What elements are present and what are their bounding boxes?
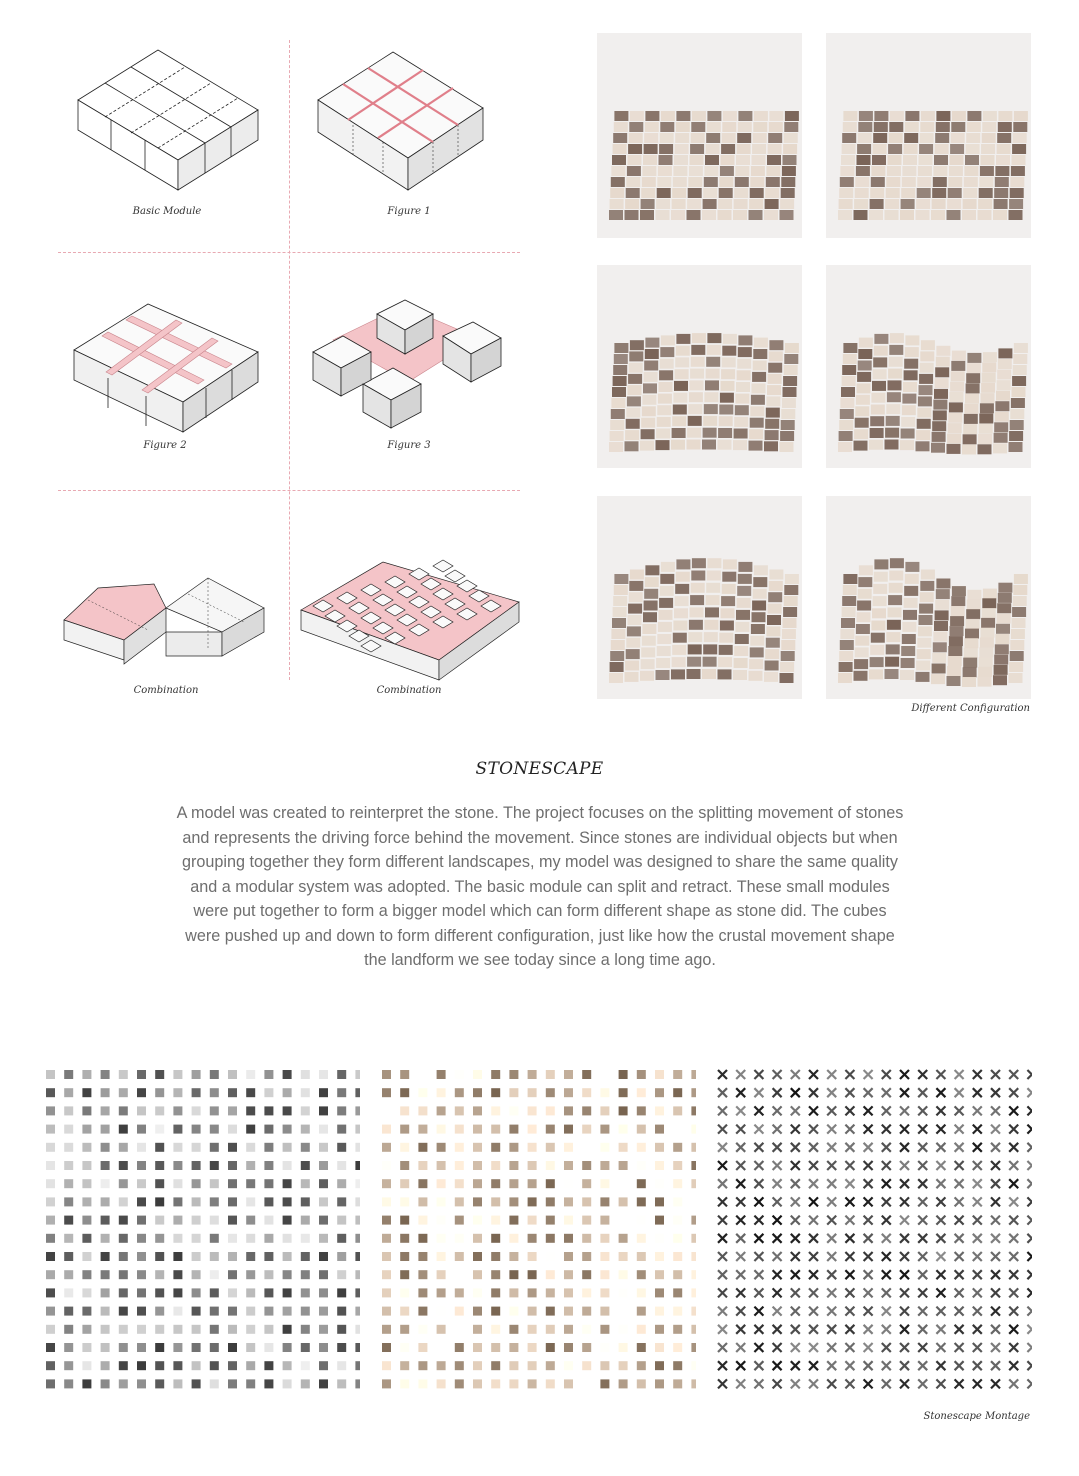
photo-configuration-2 bbox=[826, 33, 1031, 238]
montage-caption: Stonescape Montage bbox=[923, 1411, 1030, 1422]
caption-combination-2: Combination bbox=[376, 685, 442, 696]
photo-caption: Different Configuration bbox=[911, 703, 1030, 714]
caption-combination-1: Combination bbox=[133, 685, 199, 696]
photo-configuration-3 bbox=[597, 265, 802, 468]
diagram-combination-2 bbox=[293, 540, 524, 690]
montage-cross-pattern bbox=[716, 1068, 1032, 1398]
caption-figure-2: Figure 2 bbox=[143, 440, 187, 451]
diagram-figure-2 bbox=[58, 292, 289, 442]
photo-configuration-5 bbox=[597, 496, 802, 699]
caption-figure-3: Figure 3 bbox=[387, 440, 431, 451]
montage-greyscale bbox=[44, 1068, 360, 1398]
divider-horizontal-2 bbox=[58, 490, 520, 491]
project-description: A model was created to reinterpret the stone. The project focuses on the splitting movement of stones and represents the driving force behind the movement. Since stones are individual objects but when grouping together they form different landscapes, my model was designed to share the same quality and a modular system was adopted. The basic module can split and retract. These small modules were put together to form a bigger model which can form different shape as stone did. The cubes were pushed up and down to form different configuration, just like how the crustal movement shape the landform we see today since a long time ago. bbox=[176, 804, 904, 969]
diagram-panel bbox=[58, 30, 520, 710]
caption-figure-1: Figure 1 bbox=[387, 206, 431, 217]
photo-configuration-1 bbox=[597, 33, 802, 238]
project-title: STONESCAPE bbox=[475, 759, 604, 779]
divider-vertical bbox=[289, 40, 290, 680]
caption-basic-module: Basic Module bbox=[132, 206, 202, 217]
montage-sepia bbox=[380, 1068, 696, 1398]
diagram-basic-module bbox=[58, 30, 289, 200]
diagram-combination-1 bbox=[58, 560, 289, 690]
divider-horizontal-1 bbox=[58, 252, 520, 253]
diagram-figure-1 bbox=[293, 30, 524, 200]
photo-configuration-6 bbox=[826, 496, 1031, 699]
photo-configuration-4 bbox=[826, 265, 1031, 468]
diagram-figure-3 bbox=[293, 292, 524, 442]
